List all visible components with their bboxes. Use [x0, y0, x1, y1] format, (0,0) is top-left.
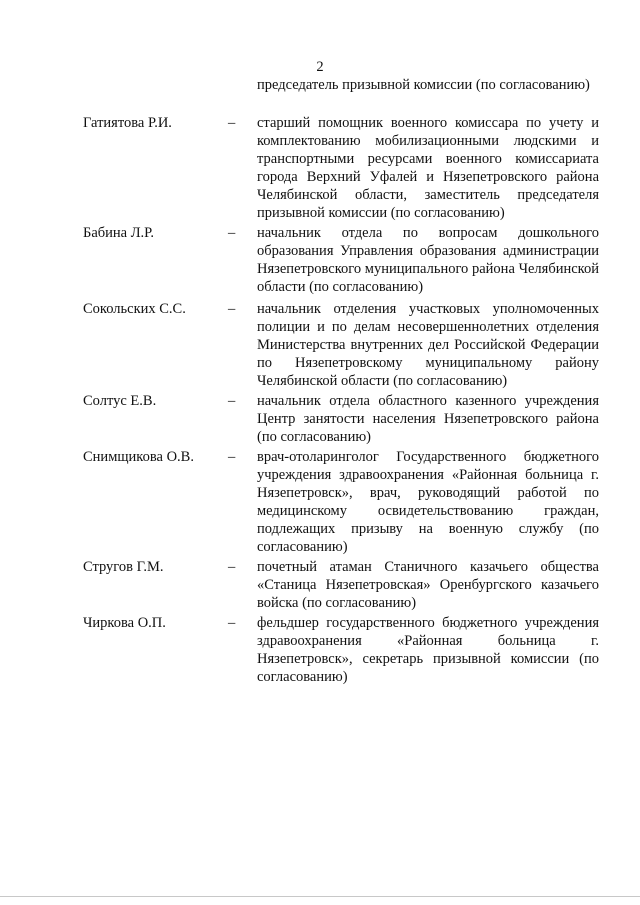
member-name: Солтус Е.В.	[83, 393, 157, 409]
member-role: врач-отоларинголог Государственного бюджетного учреждения здравоохранения «Районная больница г. Нязепетровск», врач, руководящий работой по медицинскому освидетельствованию граждан, подлежащих призыву на военную службу (по согласованию)	[257, 449, 599, 555]
member-name: Чиркова О.П.	[83, 615, 166, 631]
member-entry	[0, 448, 640, 556]
member-role: старший помощник военного комиссара по учету и комплектованию мобилизационными людскими и транспортными ресурсами военного комиссариата города Верхний Уфалей и Нязепетровского района Челябинской области, заместитель председателя призывной комиссии (по согласованию)	[257, 115, 599, 221]
dash-separator: –	[228, 393, 236, 409]
member-role: фельдшер государственного бюджетного учреждения здравоохранения «Районная больница г. Нязепетровск», секретарь призывной комиссии (по согласованию)	[257, 615, 599, 685]
member-entry	[0, 558, 640, 612]
member-role: почетный атаман Станичного казачьего общества «Станица Нязепетровская» Оренбургского казачьего войска (по согласованию)	[257, 559, 599, 611]
dash-separator: –	[228, 301, 236, 317]
member-role: начальник отдела областного казенного учреждения Центр занятости населения Нязепетровского района (по согласованию)	[257, 393, 599, 445]
member-entry	[0, 224, 640, 296]
member-entry	[0, 114, 640, 222]
member-name: Сокольских С.С.	[83, 301, 186, 317]
page-number: 2	[316, 59, 324, 75]
dash-separator: –	[228, 559, 236, 575]
member-name: Стругов Г.М.	[83, 559, 164, 575]
dash-separator: –	[228, 449, 236, 465]
member-role: начальник отделения участковых уполномоченных полиции и по делам несовершеннолетних отделения Министерства внутренних дел Российской Федерации по Нязепетровскому муниципальному району Челябинской области (по согласованию)	[257, 301, 599, 389]
dash-separator: –	[228, 225, 236, 241]
member-name: Гатиятова Р.И.	[83, 115, 172, 131]
member-entry	[0, 392, 640, 446]
footer-rule	[0, 896, 640, 897]
member-entry	[0, 614, 640, 686]
dash-separator: –	[228, 115, 236, 131]
dash-separator: –	[228, 615, 236, 631]
member-name: Бабина Л.Р.	[83, 225, 155, 241]
member-list	[0, 114, 640, 686]
member-entry	[0, 300, 640, 390]
member-role: начальник отдела по вопросам дошкольного образования Управления образования администрации Нязепетровского муниципального района Челябинской области (по согласованию)	[257, 225, 599, 295]
member-name: Снимщикова О.В.	[83, 449, 194, 465]
continuation-text: председатель призывной комиссии (по согласованию)	[257, 77, 590, 93]
